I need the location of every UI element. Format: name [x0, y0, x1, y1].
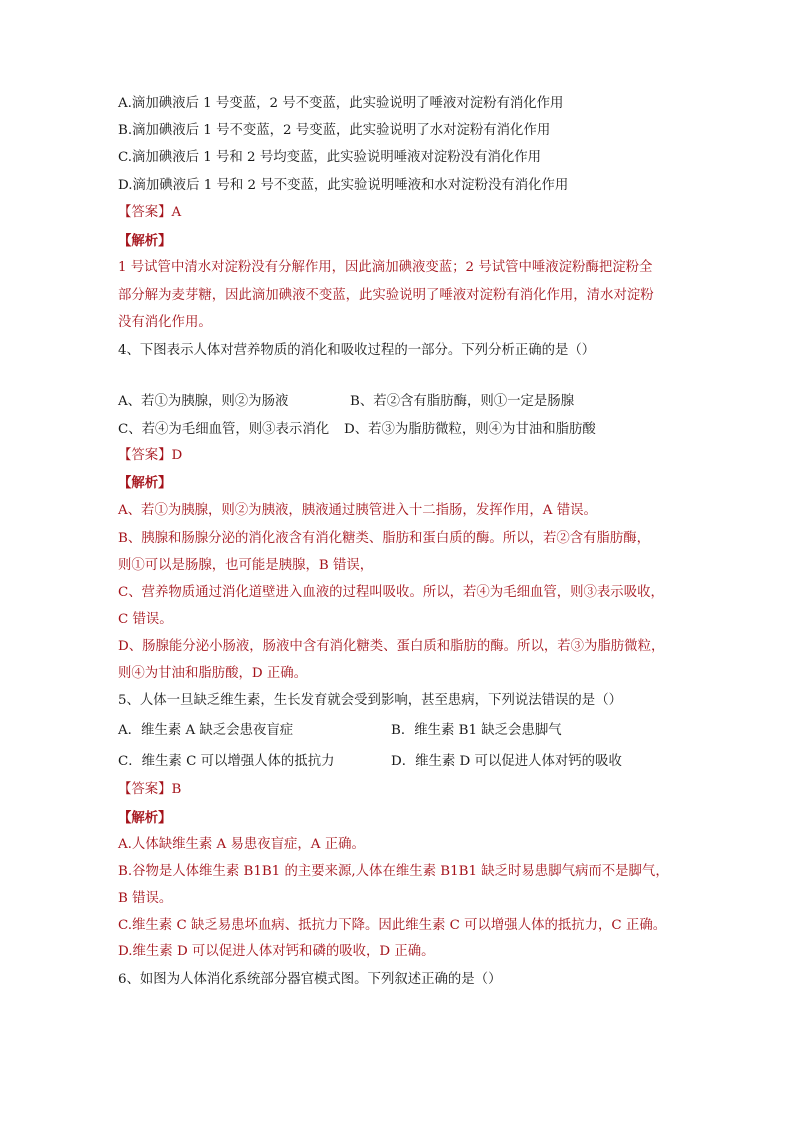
- q5-analysis-line: B.谷物是人体维生素 B1B1 的主要来源,人体在维生素 B1B1 缺乏时易患脚气病而不是脚气，: [118, 864, 669, 879]
- q4-analysis-line: C 错误。: [118, 612, 173, 627]
- q4-analysis-line: A、若①为胰腺，则②为胰液，胰液通过胰管进入十二指肠，发挥作用，A 错误。: [118, 503, 597, 518]
- q5-analysis-line: D.维生素 D 可以促进人体对钙和磷的吸收，D 正确。: [118, 944, 435, 959]
- q4-stem: 4、下图表示人体对营养物质的消化和吸收过程的一部分。下列分析正确的是（）: [118, 343, 596, 358]
- q5-answer: 【答案】B: [118, 782, 182, 797]
- q5-option-b: B．维生素 B1 缺乏会患脚气: [391, 723, 562, 738]
- q6-stem: 6、如图为人体消化系统部分器官模式图。下列叙述正确的是（）: [118, 972, 502, 987]
- q3-analysis-label: 【解析】: [118, 233, 172, 249]
- q3-answer: 【答案】A: [118, 205, 182, 220]
- q3-analysis-line: 没有消化作用。: [118, 315, 212, 330]
- q4-analysis-label: 【解析】: [118, 475, 172, 491]
- q4-option-d: D、若③为脂肪微粒，则④为甘油和脂肪酸: [344, 422, 596, 437]
- q5-analysis-label: 【解析】: [118, 810, 172, 826]
- q5-analysis-line: B 错误。: [118, 891, 173, 906]
- q3-option-c: C.滴加碘液后 1 号和 2 号均变蓝，此实验说明唾液对淀粉没有消化作用: [118, 150, 542, 165]
- q3-analysis-line: 部分解为麦芽糖，因此滴加碘液不变蓝，此实验说明了唾液对淀粉有消化作用，清水对淀粉: [118, 288, 654, 303]
- q5-options-row-1: [118, 721, 562, 741]
- q4-answer: 【答案】D: [118, 448, 183, 463]
- q5-option-c: C．维生素 C 可以增强人体的抵抗力: [118, 754, 335, 769]
- q3-option-a: A.滴加碘液后 1 号变蓝，2 号不变蓝，此实验说明了唾液对淀粉有消化作用: [118, 96, 564, 111]
- q5-options-row-2: [118, 752, 622, 772]
- q5-analysis-line: A.人体缺维生素 A 易患夜盲症，A 正确。: [118, 837, 365, 852]
- q3-option-d: D.滴加碘液后 1 号和 2 号不变蓝，此实验说明唾液和水对淀粉没有消化作用: [118, 178, 569, 193]
- q5-option-d: D．维生素 D 可以促进人体对钙的吸收: [391, 754, 622, 769]
- q4-analysis-line: B、胰腺和肠腺分泌的消化液含有消化糖类、脂肪和蛋白质的酶。所以，若②含有脂肪酶，: [118, 531, 651, 546]
- q4-option-c: C、若④为毛细血管，则③表示消化: [118, 422, 330, 437]
- q4-option-a: A、若①为胰腺，则②为肠液: [118, 394, 289, 409]
- q5-stem: 5、人体一旦缺乏维生素，生长发育就会受到影响，甚至患病，下列说法错误的是（）: [118, 693, 622, 708]
- q5-analysis-line: C.维生素 C 缺乏易患坏血病、抵抗力下降。因此维生素 C 可以增强人体的抵抗力，C 正确。: [118, 918, 667, 933]
- q4-analysis-line: 则④为甘油和脂肪酸，D 正确。: [118, 666, 308, 681]
- q4-analysis-line: C、营养物质通过消化道壁进入血液的过程叫吸收。所以，若④为毛细血管，则③表示吸收，: [118, 585, 664, 600]
- q4-analysis-line: D、肠腺能分泌小肠液，肠液中含有消化糖类、蛋白质和脂肪的酶。所以，若③为脂肪微粒，: [118, 639, 665, 654]
- q4-option-b: B、若②含有脂肪酶，则①一定是肠腺: [350, 394, 575, 409]
- q5-option-a: A．维生素 A 缺乏会患夜盲症: [118, 723, 294, 738]
- q4-analysis-line: 则①可以是肠腺，也可能是胰腺，B 错误，: [118, 558, 374, 573]
- q3-option-b: B.滴加碘液后 1 号不变蓝，2 号变蓝，此实验说明了水对淀粉有消化作用: [118, 123, 551, 138]
- q3-analysis-line: 1 号试管中清水对淀粉没有分解作用，因此滴加碘液变蓝；2 号试管中唾液淀粉酶把淀粉全: [118, 260, 653, 275]
- q4-options-row-1: [118, 392, 575, 412]
- q4-options-row-2: [118, 420, 596, 440]
